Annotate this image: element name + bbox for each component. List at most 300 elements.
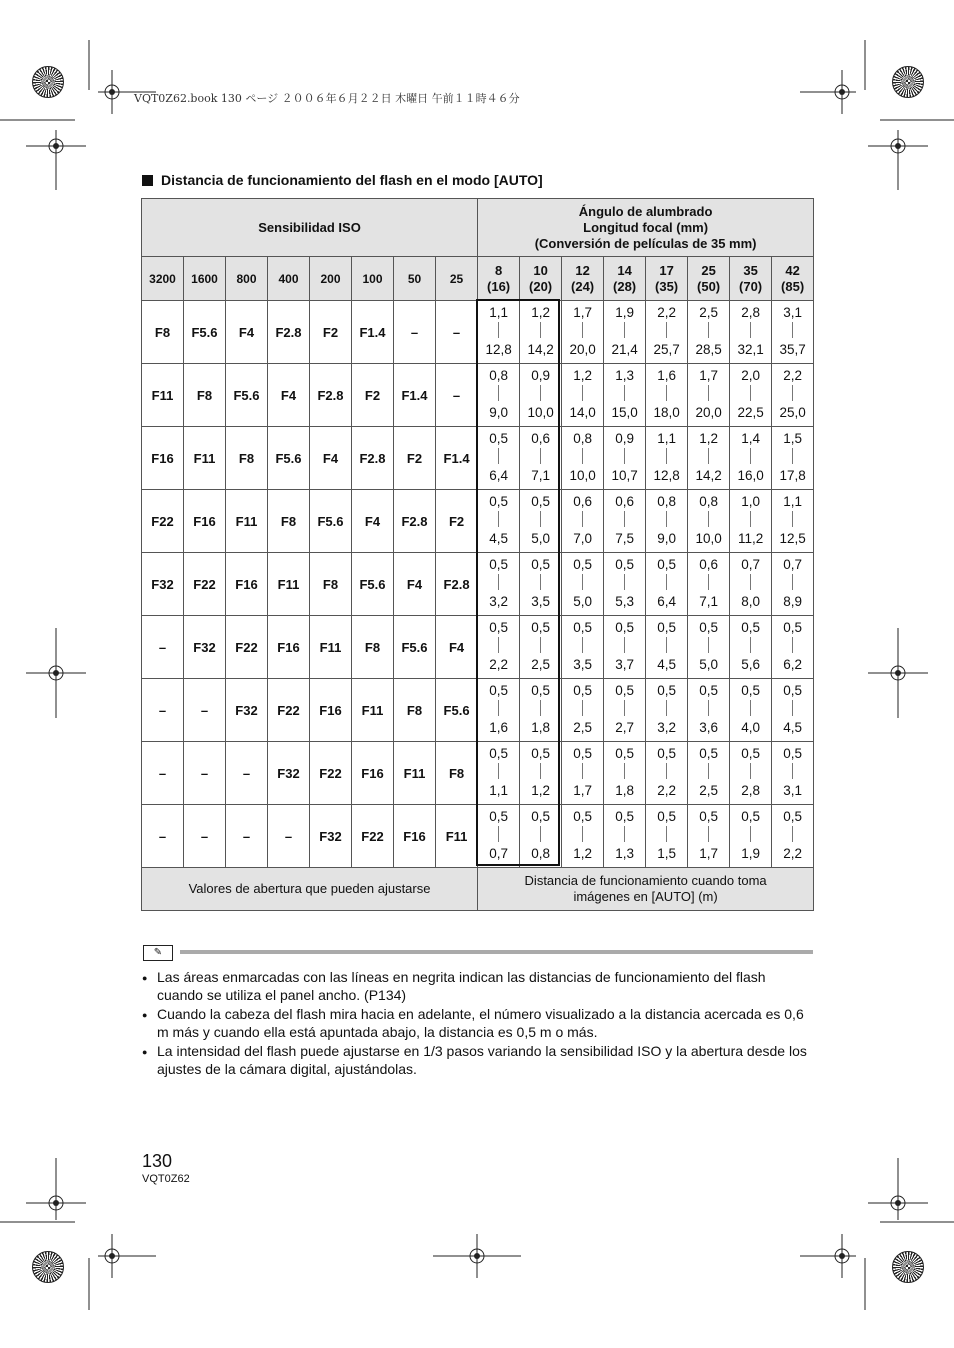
- distance-near: 1,7: [573, 305, 592, 320]
- focal-length-35mm: (16): [487, 278, 511, 294]
- aperture-cell: F32: [268, 742, 310, 805]
- distance-far: 1,8: [531, 720, 550, 735]
- angle-header-line: Ángulo de alumbrado: [578, 203, 713, 219]
- range-bar: [666, 385, 667, 401]
- range-bar: [582, 763, 583, 779]
- distance-near: 0,5: [783, 746, 802, 761]
- iso-value-cell: 50: [394, 257, 436, 301]
- distance-cell: [688, 490, 730, 553]
- distance-far: 4,0: [741, 720, 760, 735]
- distance-near: 0,5: [615, 557, 634, 572]
- distance-far: 35,7: [779, 342, 806, 357]
- angle-header: [478, 199, 814, 257]
- distance-near: 0,5: [489, 557, 508, 572]
- distance-far: 12,5: [779, 531, 806, 546]
- distance-far: 7,1: [531, 468, 550, 483]
- distance-cell: [478, 301, 520, 364]
- distance-near: 0,5: [699, 746, 718, 761]
- focal-length-35mm: (35): [655, 278, 679, 294]
- distance-far: 1,2: [573, 846, 592, 861]
- focal-length-value: 8: [494, 262, 503, 278]
- range-bar: [540, 637, 541, 653]
- distance-far: 2,7: [615, 720, 634, 735]
- distance-near: 1,5: [783, 431, 802, 446]
- aperture-cell: F16: [142, 427, 184, 490]
- aperture-cell: F22: [268, 679, 310, 742]
- range-bar: [666, 448, 667, 464]
- focal-length-35mm: (24): [571, 278, 595, 294]
- aperture-cell: F2.8: [436, 553, 478, 616]
- distance-far: 21,4: [611, 342, 638, 357]
- range-bar: [498, 700, 499, 716]
- range-bar: [624, 448, 625, 464]
- distance-far: 2,2: [783, 846, 802, 861]
- range-bar: [792, 448, 793, 464]
- distance-far: 1,9: [741, 846, 760, 861]
- range-bar: [624, 700, 625, 716]
- range-bar: [708, 511, 709, 527]
- distance-far: 14,2: [527, 342, 554, 357]
- distance-near: 3,1: [783, 305, 802, 320]
- aperture-cell: F16: [226, 553, 268, 616]
- bullet-icon: ●: [142, 973, 148, 983]
- range-bar: [750, 385, 751, 401]
- focal-length-35mm: (70): [739, 278, 763, 294]
- note-icon: ✎: [143, 945, 173, 961]
- distance-near: 0,5: [783, 620, 802, 635]
- table-row: [142, 679, 814, 742]
- aperture-cell: F8: [226, 427, 268, 490]
- aperture-cell: –: [436, 301, 478, 364]
- range-bar: [498, 385, 499, 401]
- table-row: [142, 616, 814, 679]
- distance-far: 28,5: [695, 342, 722, 357]
- flash-distance-table: [141, 198, 814, 911]
- aperture-cell: F4: [436, 616, 478, 679]
- notes-list: [142, 968, 814, 1079]
- distance-far: 14,2: [695, 468, 722, 483]
- distance-near: 0,5: [531, 494, 550, 509]
- range-bar: [708, 763, 709, 779]
- distance-near: 0,5: [657, 809, 676, 824]
- focal-length-35mm: (28): [613, 278, 637, 294]
- distance-cell: [772, 427, 814, 490]
- aperture-cell: F8: [184, 364, 226, 427]
- distance-near: 0,8: [489, 368, 508, 383]
- distance-cell: [478, 679, 520, 742]
- distance-near: 0,5: [615, 746, 634, 761]
- aperture-cell: F8: [142, 301, 184, 364]
- range-bar: [708, 574, 709, 590]
- aperture-cell: F5.6: [268, 427, 310, 490]
- focal-length-value: 17: [659, 262, 674, 278]
- focal-length-value: 25: [701, 262, 716, 278]
- aperture-cell: F4: [268, 364, 310, 427]
- distance-near: 0,5: [489, 431, 508, 446]
- footer-distance-label: Distancia de funcionamiento cuando toma imágenes en [AUTO] (m): [478, 868, 814, 911]
- distance-near: 1,7: [699, 368, 718, 383]
- distance-near: 0,5: [489, 809, 508, 824]
- distance-near: 0,5: [573, 620, 592, 635]
- aperture-cell: F1.4: [436, 427, 478, 490]
- range-bar: [582, 385, 583, 401]
- aperture-cell: F5.6: [184, 301, 226, 364]
- focal-length-cell: [562, 257, 604, 301]
- distance-cell: [688, 553, 730, 616]
- focal-length-35mm: (20): [529, 278, 553, 294]
- distance-near: 0,6: [531, 431, 550, 446]
- iso-value-cell: 800: [226, 257, 268, 301]
- distance-far: 9,0: [489, 405, 508, 420]
- focal-length-value: 42: [785, 262, 800, 278]
- distance-far: 3,7: [615, 657, 634, 672]
- square-bullet-icon: [142, 175, 153, 186]
- distance-near: 1,1: [657, 431, 676, 446]
- focal-length-value: 14: [617, 262, 632, 278]
- distance-cell: [562, 553, 604, 616]
- aperture-cell: F11: [310, 616, 352, 679]
- range-bar: [540, 322, 541, 338]
- table-row: [142, 490, 814, 553]
- distance-far: 4,5: [489, 531, 508, 546]
- range-bar: [708, 700, 709, 716]
- distance-cell: [604, 805, 646, 868]
- distance-cell: [730, 616, 772, 679]
- distance-near: 0,5: [741, 683, 760, 698]
- range-bar: [708, 385, 709, 401]
- table-row: [142, 427, 814, 490]
- aperture-cell: F2: [436, 490, 478, 553]
- page-number: 130: [142, 1151, 173, 1171]
- range-bar: [624, 763, 625, 779]
- aperture-cell: F2: [310, 301, 352, 364]
- distance-near: 0,5: [783, 683, 802, 698]
- range-bar: [792, 637, 793, 653]
- distance-far: 3,6: [699, 720, 718, 735]
- range-bar: [582, 574, 583, 590]
- iso-value-cell: 100: [352, 257, 394, 301]
- aperture-cell: F8: [268, 490, 310, 553]
- iso-value-cell: 200: [310, 257, 352, 301]
- range-bar: [708, 448, 709, 464]
- distance-far: 10,0: [569, 468, 596, 483]
- note-text: La intensidad del flash puede ajustarse en 1/3 pasos variando la sensibilidad ISO y la abertura desde los ajustes de la cámara digital, ajustándolas.: [157, 1043, 807, 1077]
- focal-length-cell: [478, 257, 520, 301]
- aperture-cell: F22: [142, 490, 184, 553]
- distance-far: 32,1: [737, 342, 764, 357]
- distance-cell: [520, 301, 562, 364]
- distance-near: 0,7: [741, 557, 760, 572]
- distance-cell: [730, 301, 772, 364]
- distance-cell: [478, 364, 520, 427]
- distance-cell: [562, 301, 604, 364]
- distance-far: 1,7: [573, 783, 592, 798]
- footer-aperture-label: Valores de abertura que pueden ajustarse: [142, 868, 478, 911]
- aperture-cell: F2.8: [394, 490, 436, 553]
- distance-cell: [562, 679, 604, 742]
- aperture-cell: F1.4: [394, 364, 436, 427]
- distance-cell: [730, 742, 772, 805]
- aperture-cell: F16: [310, 679, 352, 742]
- range-bar: [792, 322, 793, 338]
- distance-cell: [772, 364, 814, 427]
- distance-far: 20,0: [569, 342, 596, 357]
- section-title: [142, 172, 543, 188]
- aperture-cell: –: [184, 742, 226, 805]
- distance-near: 0,5: [699, 683, 718, 698]
- aperture-cell: –: [142, 742, 184, 805]
- focal-length-35mm: (85): [781, 278, 805, 294]
- distance-far: 3,2: [489, 594, 508, 609]
- aperture-cell: F5.6: [436, 679, 478, 742]
- distance-cell: [520, 490, 562, 553]
- aperture-cell: F5.6: [394, 616, 436, 679]
- distance-near: 0,9: [615, 431, 634, 446]
- table-row: [142, 553, 814, 616]
- distance-cell: [646, 364, 688, 427]
- distance-cell: [520, 805, 562, 868]
- distance-far: 0,7: [489, 846, 508, 861]
- focal-length-value: 10: [533, 262, 548, 278]
- aperture-cell: F11: [268, 553, 310, 616]
- distance-near: 2,0: [741, 368, 760, 383]
- focal-length-cell: [772, 257, 814, 301]
- aperture-cell: F16: [352, 742, 394, 805]
- note-text: Cuando la cabeza del flash mira hacia en adelante, el número visualizado a la distancia acercada es 0,6 m más y cuando ella está apuntada abajo, la distancia es 0,5 m o más.: [157, 1006, 804, 1040]
- aperture-cell: F22: [184, 553, 226, 616]
- distance-cell: [772, 805, 814, 868]
- distance-far: 2,2: [657, 783, 676, 798]
- focal-length-cell: [730, 257, 772, 301]
- distance-cell: [520, 742, 562, 805]
- range-bar: [750, 322, 751, 338]
- distance-cell: [604, 616, 646, 679]
- distance-near: 0,5: [531, 557, 550, 572]
- distance-near: 1,6: [657, 368, 676, 383]
- distance-far: 14,0: [569, 405, 596, 420]
- aperture-cell: F22: [352, 805, 394, 868]
- distance-cell: [562, 490, 604, 553]
- range-bar: [708, 322, 709, 338]
- distance-far: 20,0: [695, 405, 722, 420]
- table-row: [142, 301, 814, 364]
- aperture-cell: F11: [352, 679, 394, 742]
- aperture-cell: –: [226, 805, 268, 868]
- distance-far: 1,6: [489, 720, 508, 735]
- distance-cell: [646, 742, 688, 805]
- distance-far: 9,0: [657, 531, 676, 546]
- distance-near: 0,5: [657, 683, 676, 698]
- distance-cell: [772, 490, 814, 553]
- range-bar: [666, 637, 667, 653]
- distance-near: 0,5: [657, 746, 676, 761]
- aperture-cell: F2.8: [268, 301, 310, 364]
- distance-near: 0,5: [741, 746, 760, 761]
- distance-cell: [562, 427, 604, 490]
- iso-value-cell: 400: [268, 257, 310, 301]
- distance-near: 0,5: [489, 494, 508, 509]
- range-bar: [624, 637, 625, 653]
- distance-cell: [688, 742, 730, 805]
- distance-far: 7,1: [699, 594, 718, 609]
- range-bar: [666, 511, 667, 527]
- aperture-cell: F32: [184, 616, 226, 679]
- range-bar: [498, 448, 499, 464]
- distance-cell: [772, 742, 814, 805]
- range-bar: [582, 511, 583, 527]
- aperture-cell: –: [394, 301, 436, 364]
- distance-far: 2,5: [531, 657, 550, 672]
- distance-near: 2,8: [741, 305, 760, 320]
- aperture-cell: F11: [436, 805, 478, 868]
- page-code: VQT0Z62: [142, 1173, 190, 1185]
- distance-far: 3,5: [573, 657, 592, 672]
- distance-cell: [478, 553, 520, 616]
- note-item: [142, 1005, 814, 1041]
- distance-cell: [730, 805, 772, 868]
- aperture-cell: F2: [352, 364, 394, 427]
- aperture-cell: F8: [310, 553, 352, 616]
- distance-far: 22,5: [737, 405, 764, 420]
- aperture-cell: F11: [226, 490, 268, 553]
- distance-cell: [772, 301, 814, 364]
- distance-near: 1,1: [783, 494, 802, 509]
- distance-cell: [562, 364, 604, 427]
- distance-near: 0,8: [699, 494, 718, 509]
- distance-cell: [520, 679, 562, 742]
- distance-cell: [730, 679, 772, 742]
- aperture-cell: F4: [394, 553, 436, 616]
- aperture-cell: F5.6: [352, 553, 394, 616]
- distance-cell: [730, 490, 772, 553]
- distance-cell: [520, 427, 562, 490]
- distance-near: 0,6: [615, 494, 634, 509]
- iso-value-cell: 25: [436, 257, 478, 301]
- distance-far: 2,2: [489, 657, 508, 672]
- range-bar: [750, 826, 751, 842]
- aperture-cell: F11: [394, 742, 436, 805]
- distance-cell: [604, 364, 646, 427]
- distance-far: 5,0: [573, 594, 592, 609]
- focal-length-value: 35: [743, 262, 758, 278]
- distance-near: 0,5: [783, 809, 802, 824]
- distance-cell: [688, 427, 730, 490]
- focal-length-cell: [604, 257, 646, 301]
- aperture-cell: F8: [352, 616, 394, 679]
- distance-near: 1,2: [573, 368, 592, 383]
- note-item: [142, 968, 814, 1004]
- distance-near: 2,5: [699, 305, 718, 320]
- focal-length-value: 12: [575, 262, 590, 278]
- aperture-cell: F5.6: [226, 364, 268, 427]
- distance-cell: [604, 742, 646, 805]
- distance-cell: [646, 616, 688, 679]
- distance-far: 8,0: [741, 594, 760, 609]
- aperture-cell: –: [142, 805, 184, 868]
- distance-near: 0,5: [657, 557, 676, 572]
- distance-near: 0,9: [531, 368, 550, 383]
- focal-length-cell: [520, 257, 562, 301]
- distance-cell: [772, 553, 814, 616]
- distance-far: 8,9: [783, 594, 802, 609]
- range-bar: [498, 574, 499, 590]
- range-bar: [624, 826, 625, 842]
- bullet-icon: ●: [142, 1047, 148, 1057]
- range-bar: [792, 700, 793, 716]
- distance-cell: [604, 427, 646, 490]
- distance-cell: [478, 490, 520, 553]
- aperture-cell: F16: [184, 490, 226, 553]
- range-bar: [498, 511, 499, 527]
- distance-far: 1,1: [489, 783, 508, 798]
- range-bar: [498, 322, 499, 338]
- aperture-cell: F32: [310, 805, 352, 868]
- distance-cell: [478, 427, 520, 490]
- aperture-cell: F22: [310, 742, 352, 805]
- distance-cell: [604, 679, 646, 742]
- range-bar: [582, 637, 583, 653]
- distance-near: 0,5: [657, 620, 676, 635]
- note-item: [142, 1042, 814, 1078]
- distance-far: 5,0: [531, 531, 550, 546]
- aperture-cell: –: [142, 679, 184, 742]
- distance-far: 5,3: [615, 594, 634, 609]
- distance-near: 1,4: [741, 431, 760, 446]
- distance-near: 0,5: [489, 683, 508, 698]
- aperture-cell: F32: [226, 679, 268, 742]
- distance-far: 12,8: [653, 468, 680, 483]
- range-bar: [750, 763, 751, 779]
- aperture-cell: F16: [394, 805, 436, 868]
- distance-near: 0,5: [615, 809, 634, 824]
- range-bar: [498, 763, 499, 779]
- distance-near: 1,2: [699, 431, 718, 446]
- iso-header: Sensibilidad ISO: [142, 199, 478, 257]
- distance-near: 2,2: [657, 305, 676, 320]
- distance-cell: [646, 805, 688, 868]
- distance-cell: [646, 490, 688, 553]
- distance-far: 10,0: [527, 405, 554, 420]
- aperture-cell: –: [184, 805, 226, 868]
- distance-far: 0,8: [531, 846, 550, 861]
- range-bar: [582, 448, 583, 464]
- range-bar: [792, 385, 793, 401]
- range-bar: [666, 322, 667, 338]
- distance-near: 0,5: [531, 746, 550, 761]
- distance-cell: [520, 364, 562, 427]
- distance-near: 0,5: [699, 809, 718, 824]
- range-bar: [792, 763, 793, 779]
- distance-far: 4,5: [783, 720, 802, 735]
- table-row: [142, 364, 814, 427]
- distance-far: 25,0: [779, 405, 806, 420]
- distance-cell: [688, 364, 730, 427]
- distance-cell: [772, 679, 814, 742]
- aperture-cell: F2: [394, 427, 436, 490]
- distance-cell: [478, 805, 520, 868]
- distance-far: 1,8: [615, 783, 634, 798]
- distance-far: 3,1: [783, 783, 802, 798]
- range-bar: [708, 826, 709, 842]
- range-bar: [666, 574, 667, 590]
- distance-far: 18,0: [653, 405, 680, 420]
- distance-cell: [688, 805, 730, 868]
- distance-cell: [604, 301, 646, 364]
- note-text: Las áreas enmarcadas con las líneas en negrita indican las distancias de funcionamiento del flash cuando se utiliza el panel ancho. (P134): [157, 969, 766, 1003]
- aperture-cell: F2.8: [310, 364, 352, 427]
- distance-far: 15,0: [611, 405, 638, 420]
- aperture-cell: F22: [226, 616, 268, 679]
